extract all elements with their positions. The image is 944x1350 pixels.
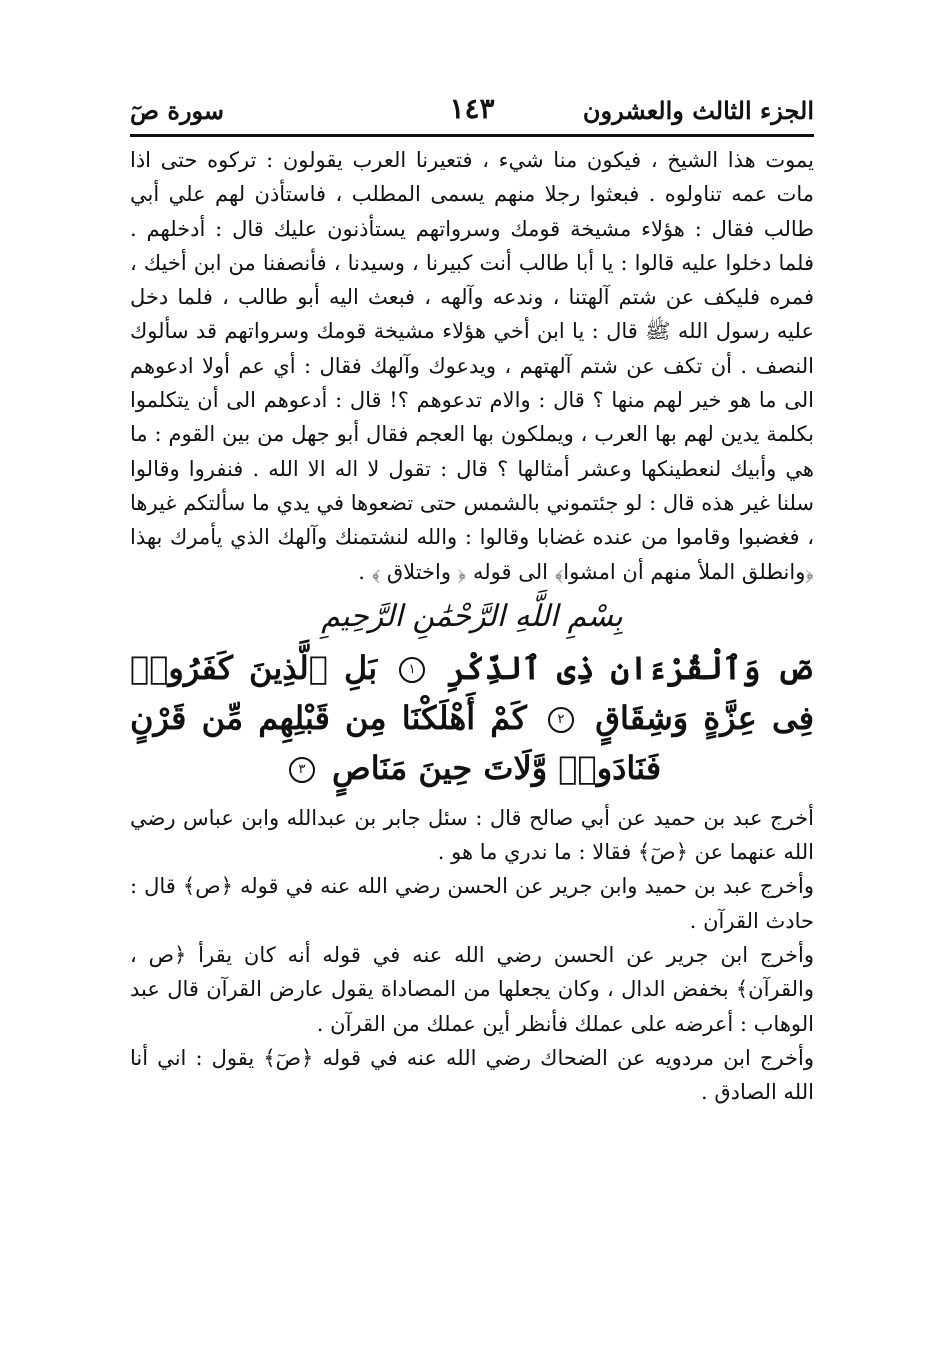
basmala: بِسْمِ اللَّهِ الرَّحْمَٰنِ الرَّحِيمِ	[321, 598, 623, 634]
commentary	[130, 801, 814, 1110]
intro-paragraph	[130, 143, 814, 589]
commentary-paragraph: وأخرج ابن مردويه عن الضحاك رضي الله عنه في قوله ﴿صٓ﴾ يقول : اني أنا الله الصادق .	[130, 1045, 814, 1105]
verse-1-text: صٓ وَٱلْقُرْءَانِ ذِى ٱلذِّكْرِ	[447, 648, 815, 687]
verse-3-number: ٣	[289, 757, 315, 783]
page-header	[130, 78, 814, 134]
intro-text: يموت هذا الشيخ ، فيكون منا شيء ، فتعيرنا العرب يقولون : تركوه حتى اذا مات عمه تناولوه . فبعثوا رجلا منهم يسمى المطلب ، فاستأذن لهم علي أبي طالب فقال : هؤلاء مشيخة قومك وسرواتهم يستأذنون عليك قال : أدخلهم . فلما دخلوا عليه قالوا : يا أبا طالب أنت كبيرنا ، وسيدنا ، فأنصفنا من ابن أخيك ، فمره فليكف عن شتم آلهتنا ، وندعه وآلهه ، فبعث اليه أبو طالب ، فلما دخل عليه رسول الله ﷺ قال : يا ابن أخي هؤلاء مشيخة قومك وسرواتهم قد سألوك النصف . أن تكف عن شتم آلهتهم ، ويدعوك وآلهك فقال : أي عم أولا ادعوهم الى ما هو خير لهم منها ؟ قال : والام تدعوهم ؟! قال : أدعوهم الى أن يتكلموا بكلمة يدين لهم بها العرب ، ويملكون بها العجم فقال أبو جهل من بين القوم : ما هي وأبيك لنعطينكها وعشر أمثالها ؟ قال : تقول لا اله الا الله . فنفروا وقالوا سلنا غير هذه قال : لو جئتموني بالشمس حتى تضعوها في يدي ما سألتكم غيرها ، فغضبوا وقاموا من عنده غضابا وقالوا : والله لنشتمنك وآلهك الذي يأمرك بهذا ﴿وانطلق الملأ منهم أن امشوا﴾ الى قوله ﴿ واختلاق ﴾ .	[130, 148, 814, 584]
commentary-paragraph: أخرج عبد بن حميد عن أبي صالح قال : سئل جابر بن عبدالله وابن عباس رضي الله عنهما عن ﴿صٓ﴾ فقالا : ما ندري ما هو .	[130, 805, 814, 865]
header-rule	[130, 134, 814, 137]
quran-verses	[130, 643, 814, 793]
commentary-paragraph: وأخرج عبد بن حميد وابن جرير عن الحسن رضي الله عنه في قوله ﴿ص﴾ قال : حادث القرآن .	[130, 874, 814, 933]
verse-1-number: ١	[399, 657, 425, 683]
verse-2-number: ٢	[548, 707, 574, 733]
verse-2-text: بَلِ ٱلَّذِينَ كَفَرُوا۟ فِى عِزَّةٍ وَشِقَاقٍ	[130, 648, 815, 737]
verse-3-text: كَمْ أَهْلَكْنَا مِن قَبْلِهِم مِّن قَرْنٍ فَنَادَوا۟ وَّلَاتَ حِينَ مَنَاصٍ	[130, 698, 662, 787]
part-title: الجزء الثالث والعشرون	[582, 96, 814, 125]
page-number: ١٤٣	[449, 92, 495, 125]
commentary-paragraph: وأخرج ابن جرير عن الحسن رضي الله عنه في قوله أنه كان يقرأ ﴿ص ، والقرآن﴾ بخفض الدال ، وكان يجعلها من المصاداة يقول عارض القرآن قال عبد الوهاب : أعرضه على عملك فأنظر أين عملك من القرآن .	[130, 943, 814, 1036]
surah-title: سورة صٓ	[130, 96, 225, 125]
